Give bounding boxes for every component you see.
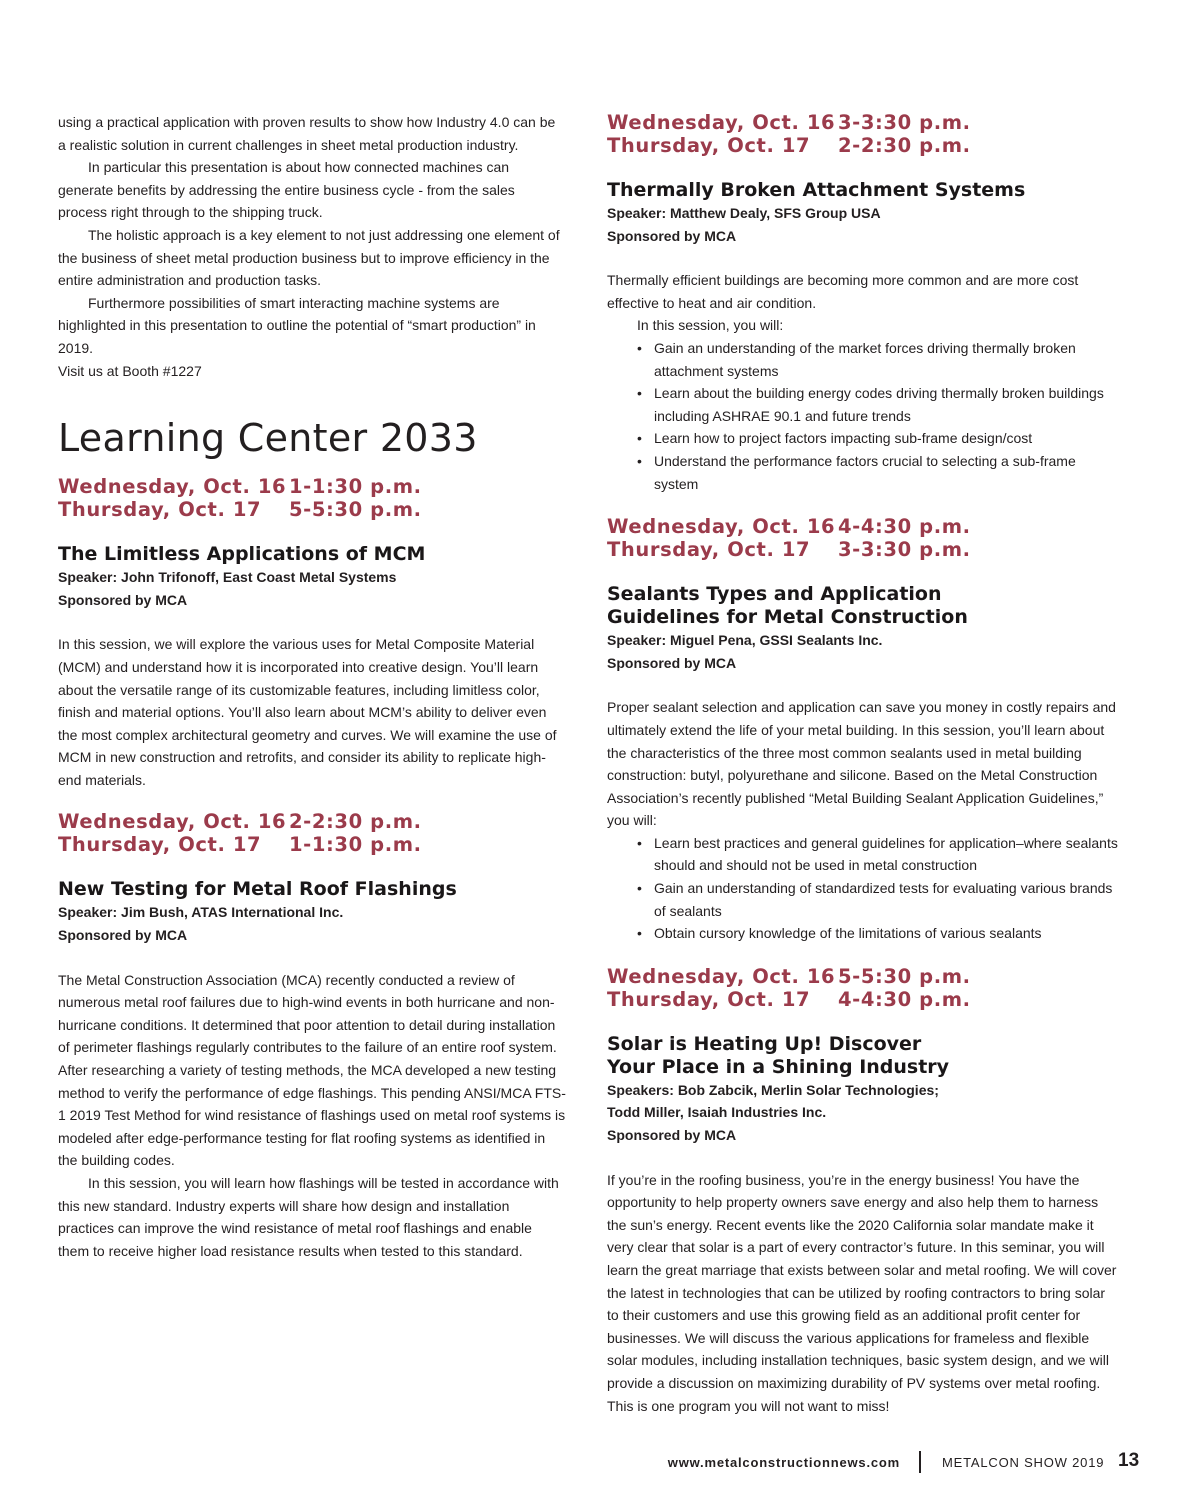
schedule-time: 2-2:30 p.m. [289,810,422,834]
list-item: • Learn about the building energy codes driving thermally broken buildings including ASHRAE 90.1 and future trends [607,382,1119,427]
list-item: • Gain an understanding of the market forces driving thermally broken attachment systems [607,337,1119,382]
session-solar [607,965,1119,1417]
session-thermally-broken [607,111,1119,495]
intro-paragraph: In particular this presentation is about how connected machines can generate benefits by addressing the entire business cycle - from the sales process right through to the shipping truck. [58,159,515,221]
intro-paragraph: using a practical application with proven results to show how Industry 4.0 can be a realistic solution in current challenges in sheet metal production industry. [58,114,556,153]
page-footer [0,1451,1200,1475]
intro-paragraph: Furthermore possibilities of smart interacting machine systems are highlighted in this presentation to outline the potential of “smart production” in 2019. [58,294,536,356]
session-title: New Testing for Metal Roof Flashings [58,878,457,901]
left-column [58,111,566,1262]
session-speaker: Speaker: John Trifonoff, East Coast Metal Systems [58,569,397,586]
session-title [607,1033,1119,1079]
intro-paragraph: The holistic approach is a key element to not just addressing one element of the business of sheet metal production business but to improve efficiency in the entire administration and production tasks. [58,226,560,289]
session-body: The Metal Construction Association (MCA) recently conducted a review of numerous metal roof failures due to high-wind events in both hurricane and non-hurricane conditions. It determined that poor attention to detail during installation of perimeter flashings regularly contributes to the failure of an entire roof system. After researching a variety of testing methods, the MCA developed a new testing method to verify the performance of edge flashings. This pending ANSI/MCA FTS-1 2019 Test Method for wind resistance of flashings used on metal roof systems is modeled after edge-performance testing for flat roofing systems as identified in the building codes. [58,971,566,1169]
schedule-row [58,498,566,521]
session-sponsor: Sponsored by MCA [607,654,737,671]
schedule-day: Thursday, Oct. 17 [607,134,811,157]
schedule-row [607,111,1119,134]
schedule-time: 5-5:30 p.m. [289,498,422,522]
session-sealants [607,515,1119,945]
session-speaker: Speaker: Matthew Dealy, SFS Group USA [607,205,881,221]
schedule-day: Wednesday, Oct. 16 [58,810,287,834]
session-schedule [58,475,566,521]
schedule-time: 5-5:30 p.m. [838,964,971,988]
schedule-row [607,988,1119,1011]
schedule-day: Wednesday, Oct. 16 [607,515,836,539]
session-body: Proper sealant selection and application can save you money in costly repairs and ultimately extend the life of your metal building. In this session, you’ll learn about the characteristics of the three most common sealants used in metal building construction: butyl, polyurethane and silicone. Based on the Metal Construction Association’s recently published “Metal Building Sealant Application Guidelines,” you will: [607,699,1116,829]
session-schedule [607,965,1119,1011]
bullet-list [607,832,1119,945]
list-item: • Learn how to project factors impacting sub-frame design/cost [607,427,1119,450]
session-body: If you’re in the roofing business, you’re in the energy business! You have the opportunity to help property owners save energy and also help them to harness the sun’s energy. Recent events like the 2020 California solar mandate make it very clear that solar is a part of every contractor’s future. In this seminar, you will learn the great marriage that exists between solar and metal roofing. We will cover the latest in technologies that can be utilized by roofing contractors to bring solar to their customers and use this growing field as an additional profit center for businesses. We will discuss the various applications for frameless and flexible solar modules, including installation techniques, basic system design, and we will provide a discussion on maximizing durability of PV systems over metal roofing. This is one program you will not want to miss! [607,1171,1117,1414]
session-lead: In this session, you will: [637,317,784,334]
schedule-day: Wednesday, Oct. 16 [607,964,836,988]
session-sponsor: Sponsored by MCA [58,927,188,944]
schedule-day: Thursday, Oct. 17 [58,498,262,522]
schedule-row [607,515,1119,538]
schedule-time: 3-3:30 p.m. [838,111,971,134]
schedule-row [607,538,1119,561]
session-sponsor: Sponsored by MCA [607,1127,737,1144]
schedule-row [58,475,566,498]
session-sponsor: Sponsored by MCA [607,227,737,244]
schedule-time: 3-3:30 p.m. [838,538,971,562]
schedule-time: 1-1:30 p.m. [289,475,422,499]
schedule-day: Thursday, Oct. 17 [607,538,811,562]
schedule-row [607,134,1119,157]
schedule-row [607,965,1119,988]
session-title-line: Sealants Types and Application [607,583,942,606]
session-title: The Limitless Applications of MCM [58,543,426,566]
schedule-time: 4-4:30 p.m. [838,987,971,1011]
schedule-time: 2-2:30 p.m. [838,134,971,157]
list-item: • Gain an understanding of standardized tests for evaluating various brands of sealants [607,877,1119,922]
list-item: • Obtain cursory knowledge of the limitations of various sealants [607,922,1119,945]
schedule-day: Wednesday, Oct. 16 [58,475,287,499]
session-speaker: Speakers: Bob Zabcik, Merlin Solar Technologies; [607,1081,939,1098]
schedule-day: Thursday, Oct. 17 [607,987,811,1011]
session-mcm [58,475,566,791]
schedule-time: 1-1:30 p.m. [289,833,422,857]
intro-text [58,111,566,382]
session-title-line: Guidelines for Metal Construction [607,606,968,629]
booth-note: Visit us at Booth #1227 [58,362,202,379]
schedule-day: Thursday, Oct. 17 [58,833,262,857]
schedule-day: Wednesday, Oct. 16 [607,111,836,134]
schedule-row [58,810,566,833]
session-body: In this session, you will learn how flashings will be tested in accordance with this new standard. Industry experts will share how design and installation practices can improve the wind resistance of metal roof flashings and enable them to receive higher load resistance results when tested to this standard. [58,1175,559,1259]
page-number: 13 [1118,1450,1140,1471]
schedule-row [58,833,566,856]
bullet-list [607,337,1119,495]
session-speaker: Todd Miller, Isaiah Industries Inc. [607,1104,827,1121]
session-title: Thermally Broken Attachment Systems [607,179,1026,201]
session-title-line: Your Place in a Shining Industry [607,1055,950,1078]
session-sponsor: Sponsored by MCA [58,591,188,608]
list-item: • Understand the performance factors crucial to selecting a sub-frame system [607,450,1119,495]
footer-divider [919,1451,921,1473]
session-schedule [58,810,566,856]
session-body: In this session, we will explore the various uses for Metal Composite Material (MCM) and understand how it is incorporated into creative design. You’ll learn about the versatile range of its customizable features, including limitless color, finish and material options. You’ll also learn about MCM’s ability to deliver even the most complex architectural geometry and curves. We will examine the use of MCM in new construction and retrofits, and consider its ability to replicate high-end materials. [58,636,557,788]
session-roof-flashings [58,810,566,1262]
footer-url[interactable]: www.metalconstructionnews.com [667,1455,900,1470]
session-speaker: Speaker: Jim Bush, ATAS International Inc. [58,904,344,921]
right-column [607,111,1119,1417]
footer-show-name: METALCON SHOW 2019 [942,1455,1105,1470]
section-title: Learning Center 2033 [58,416,478,461]
session-body: Thermally efficient buildings are becoming more common and are more cost effective to heat and air condition. [607,272,1079,311]
session-title [607,583,1119,629]
list-item: • Learn best practices and general guidelines for application–where sealants should and should not be used in metal construction [607,832,1119,877]
session-schedule [607,111,1119,157]
session-title-line: Solar is Heating Up! Discover [607,1032,922,1055]
schedule-time: 4-4:30 p.m. [838,515,971,539]
session-speaker: Speaker: Miguel Pena, GSSI Sealants Inc. [607,632,883,649]
session-schedule [607,515,1119,561]
